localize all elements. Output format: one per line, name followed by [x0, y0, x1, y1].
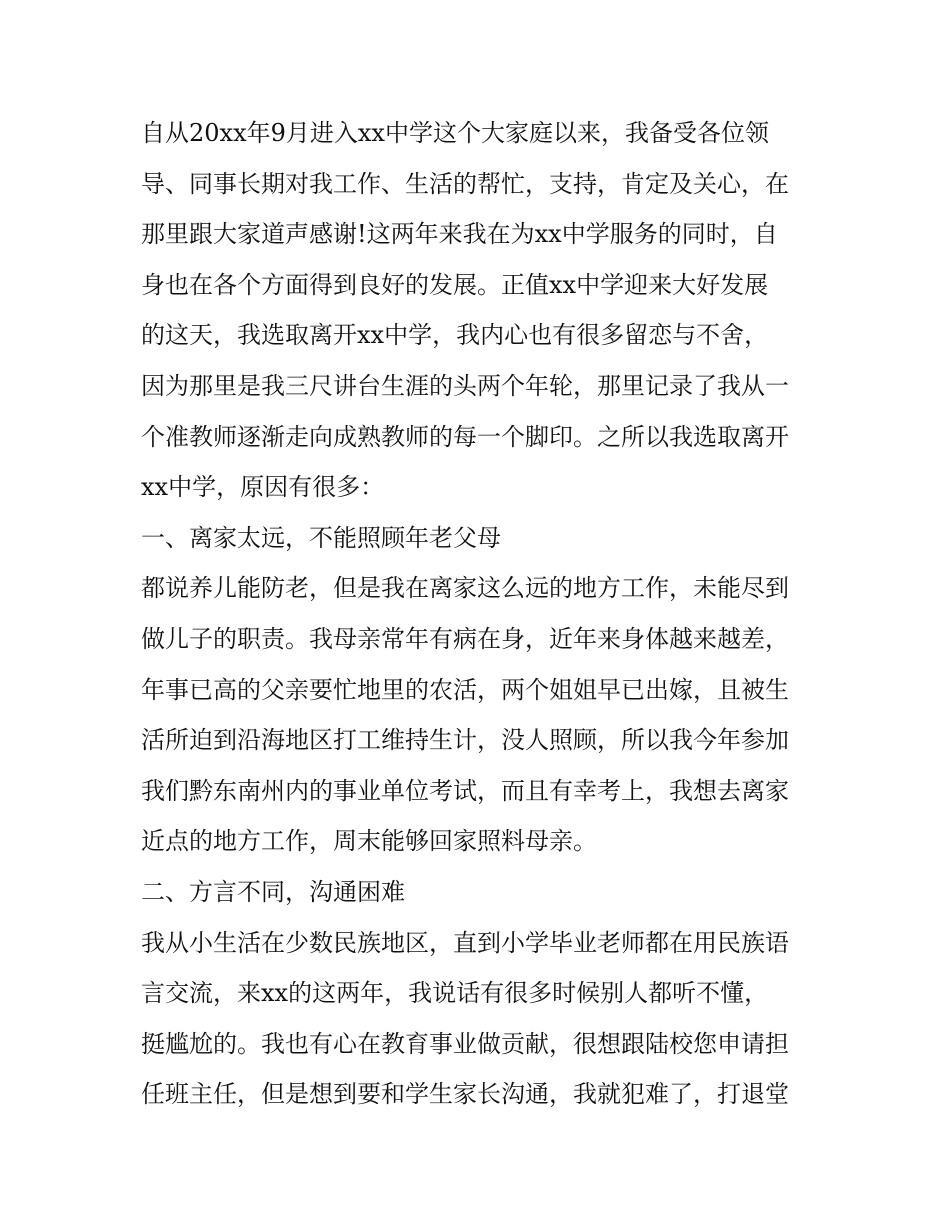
- paragraph-line: 我从小生活在少数民族地区，直到小学毕业老师都在用民族语: [141, 928, 789, 957]
- section-heading: 二、方言不同，沟通困难: [141, 877, 405, 906]
- paragraph-line: 身也在各个方面得到良好的发展。正值xx中学迎来大好发展: [141, 270, 769, 299]
- paragraph-line: 的这天，我选取离开xx中学，我内心也有很多留恋与不舍，: [141, 321, 769, 350]
- paragraph-line: 个准教师逐渐走向成熟教师的每一个脚印。之所以我选取离开: [141, 422, 789, 451]
- paragraph-line: 挺尴尬的。我也有心在教育事业做贡献，很想跟陆校您申请担: [141, 1029, 789, 1058]
- paragraph-line: 言交流，来xx的这两年，我说话有很多时候别人都听不懂，: [141, 979, 769, 1008]
- paragraph-line: 近点的地方工作，周末能够回家照料母亲。: [141, 827, 597, 856]
- section-heading: 一、离家太远，不能照顾年老父母: [141, 523, 501, 552]
- paragraph-line: 任班主任，但是想到要和学生家长沟通，我就犯难了，打退堂: [141, 1080, 789, 1109]
- paragraph-line: 都说养儿能防老，但是我在离家这么远的地方工作，未能尽到: [141, 574, 789, 603]
- paragraph-line: 年事已高的父亲要忙地里的农活，两个姐姐早已出嫁，且被生: [141, 675, 789, 704]
- paragraph-line: xx中学，原因有很多：: [141, 473, 385, 502]
- paragraph-line: 导、同事长期对我工作、生活的帮忙，支持，肯定及关心，在: [141, 169, 789, 198]
- paragraph-line: 因为那里是我三尺讲台生涯的头两个年轮，那里记录了我从一: [141, 371, 789, 400]
- paragraph-line: 活所迫到沿海地区打工维持生计，没人照顾，所以我今年参加: [141, 726, 789, 755]
- paragraph-line: 做儿子的职责。我母亲常年有病在身，近年来身体越来越差，: [141, 624, 789, 653]
- document-body: [141, 108, 813, 1120]
- paragraph-line: 我们黔东南州内的事业单位考试，而且有幸考上，我想去离家: [141, 776, 789, 805]
- paragraph-line: 那里跟大家道声感谢!这两年来我在为xx中学服务的同时，自: [141, 220, 778, 249]
- paragraph-line: 自从20xx年9月进入xx中学这个大家庭以来，我备受各位领: [141, 119, 769, 147]
